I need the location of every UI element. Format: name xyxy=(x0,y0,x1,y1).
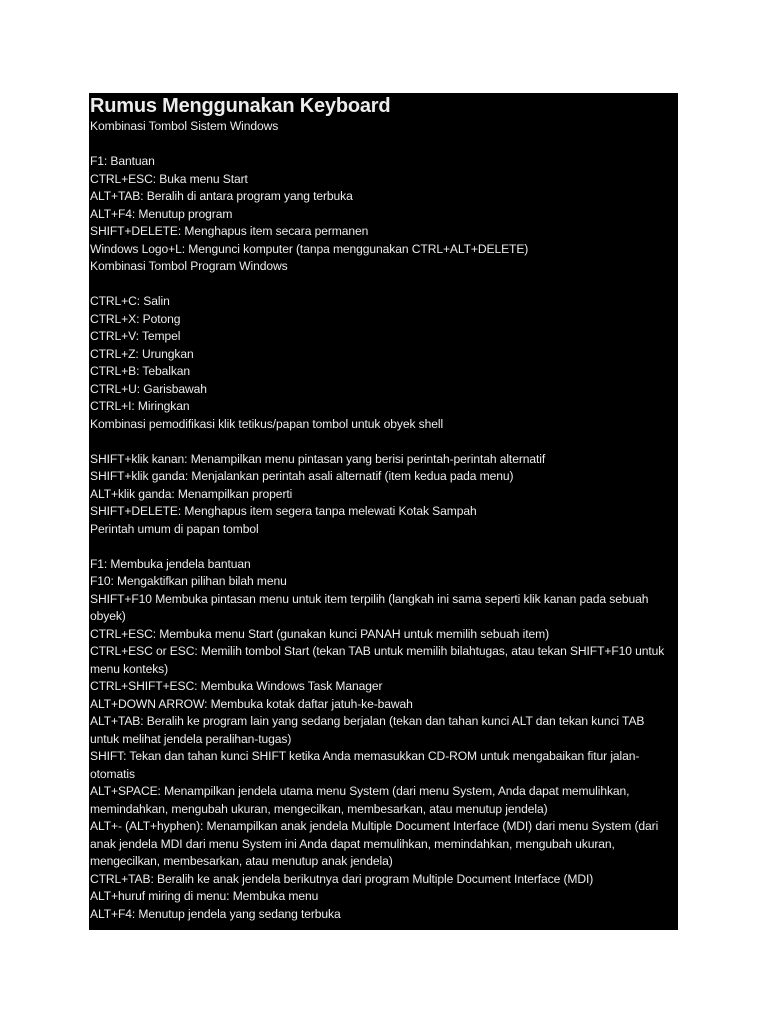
text-line: Windows Logo+L: Mengunci komputer (tanpa menggunakan CTRL+ALT+DELETE) xyxy=(90,241,529,256)
text-line: ALT+F4: Menutup jendela yang sedang terbuka xyxy=(90,906,341,921)
text-line: ALT+huruf miring di menu: Membuka menu xyxy=(90,889,319,903)
text-line: CTRL+ESC: Buka menu Start xyxy=(90,171,248,186)
blank-line xyxy=(90,538,676,556)
blank-line xyxy=(90,433,676,451)
text-line: ALT+SPACE: Menampilkan jendela utama menu System (dari menu System, Anda dapat memulihkan, memindahkan, mengubah ukuran, mengecilkan, membesarkan, atau menutup jendela) xyxy=(90,784,630,816)
text-line: Perintah umum di papan tombol xyxy=(90,521,259,536)
text-line: ALT+TAB: Beralih ke program lain yang sedang berjalan (tekan dan tahan kunci ALT dan tekan kunci TAB untuk melihat jendela peralihan-tugas) xyxy=(90,714,645,746)
text-line: CTRL+X: Potong xyxy=(90,311,181,326)
text-line: ALT+DOWN ARROW: Membuka kotak daftar jatuh-ke-bawah xyxy=(90,696,413,711)
blank-line xyxy=(90,276,676,294)
text-line: Kombinasi Tombol Sistem Windows xyxy=(90,119,279,133)
text-line: ALT+klik ganda: Menampilkan properti xyxy=(90,486,293,501)
text-line: CTRL+C: Salin xyxy=(90,294,170,308)
blank-line xyxy=(90,136,676,154)
text-line: F1: Membuka jendela bantuan xyxy=(90,556,251,571)
text-line: CTRL+ESC: Membuka menu Start (gunakan kunci PANAH untuk memilih sebuah item) xyxy=(90,626,549,641)
document-body xyxy=(89,118,678,923)
text-line: SHIFT+DELETE: Menghapus item segera tanpa melewati Kotak Sampah xyxy=(90,504,477,518)
text-line: Kombinasi Tombol Program Windows xyxy=(90,259,288,273)
text-line: F10: Mengaktifkan pilihan bilah menu xyxy=(90,574,287,588)
text-line: CTRL+SHIFT+ESC: Membuka Windows Task Manager xyxy=(90,679,383,693)
text-line: ALT+TAB: Beralih di antara program yang terbuka xyxy=(90,189,353,203)
text-line: ALT+- (ALT+hyphen): Menampilkan anak jendela Multiple Document Interface (MDI) dari menu System (dari anak jendela MDI dari menu System ini Anda dapat memulihkan, memindahkan, mengubah ukuran, mengecilkan, membesarkan, atau menutup anak jendela) xyxy=(90,819,659,868)
text-line: Kombinasi pemodifikasi klik tetikus/papan tombol untuk obyek shell xyxy=(90,416,444,431)
text-line: SHIFT+F10 Membuka pintasan menu untuk item terpilih (langkah ini sama seperti klik kanan pada sebuah obyek) xyxy=(90,591,649,623)
text-line: SHIFT+DELETE: Menghapus item secara permanen xyxy=(90,224,369,238)
text-line: CTRL+V: Tempel xyxy=(90,329,181,343)
text-line: CTRL+TAB: Beralih ke anak jendela berikutnya dari program Multiple Document Interface (MDI) xyxy=(90,871,594,886)
text-line: ALT+F4: Menutup program xyxy=(90,206,233,221)
text-line: CTRL+U: Garisbawah xyxy=(90,381,207,396)
text-line: F1: Bantuan xyxy=(90,154,155,168)
text-line: SHIFT: Tekan dan tahan kunci SHIFT ketika Anda memasukkan CD-ROM untuk mengabaikan fitur jalan-otomatis xyxy=(90,749,640,781)
text-line: CTRL+Z: Urungkan xyxy=(90,346,194,361)
document-title: Rumus Menggunakan Keyboard xyxy=(90,95,391,117)
document-page xyxy=(89,93,678,930)
text-line: CTRL+ESC or ESC: Memilih tombol Start (tekan TAB untuk memilih bilahtugas, atau tekan SHIFT+F10 untuk menu konteks) xyxy=(90,644,665,676)
text-line: CTRL+I: Miringkan xyxy=(90,399,190,413)
text-line: SHIFT+klik ganda: Menjalankan perintah asali alternatif (item kedua pada menu) xyxy=(90,469,514,483)
text-line: SHIFT+klik kanan: Menampilkan menu pintasan yang berisi perintah-perintah alternatif xyxy=(90,451,546,466)
text-line: CTRL+B: Tebalkan xyxy=(90,364,191,378)
